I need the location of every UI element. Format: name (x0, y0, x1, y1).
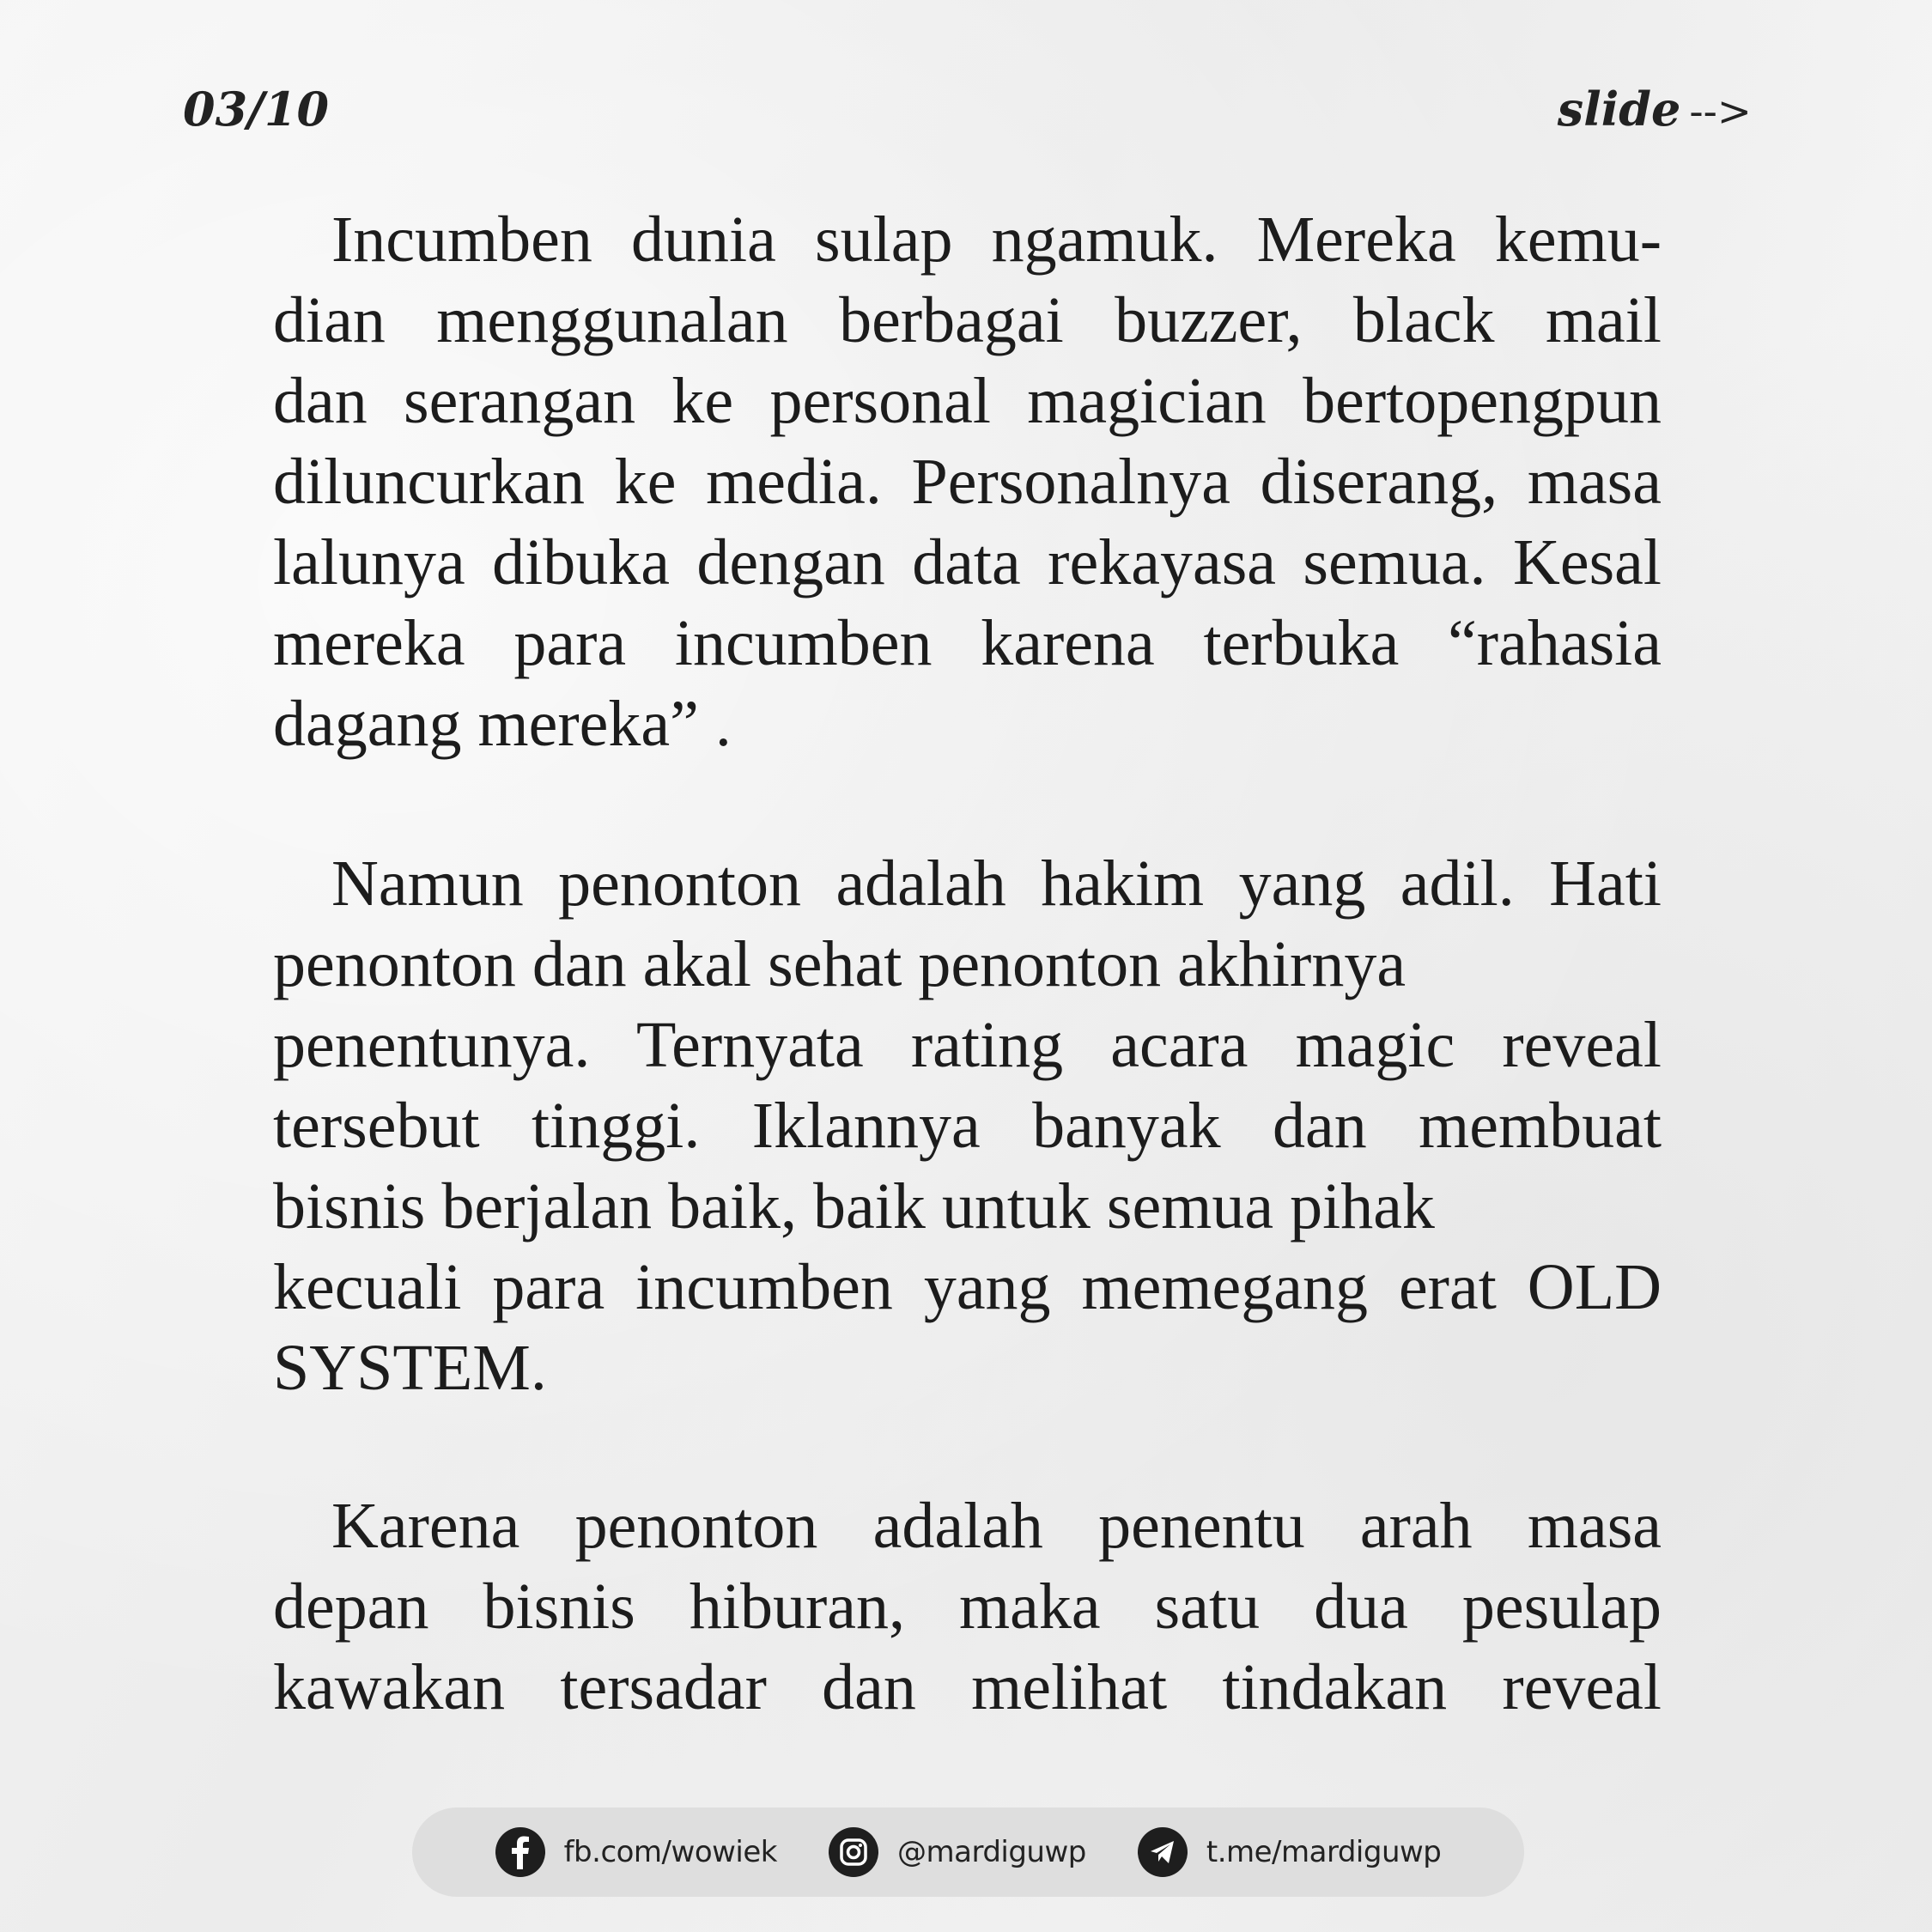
text-line: kecuali para incumben yang memegang erat OLD (273, 1251, 1662, 1323)
text-line: SYSTEM. (273, 1332, 547, 1404)
social-links-bar (412, 1807, 1524, 1897)
instagram-icon (829, 1827, 878, 1877)
text-line: penentunya. Ternyata rating acara magic reveal (273, 1009, 1662, 1081)
telegram-link[interactable] (1138, 1827, 1442, 1877)
facebook-label: fb.com/wowiek (563, 1835, 777, 1869)
text-line: dan serangan ke personal magician bertopengpun (273, 365, 1662, 437)
text-line: lalunya dibuka dengan data rekayasa semua. Kesal (273, 526, 1662, 598)
text-line: tersebut tinggi. Iklannya banyak dan membuat (273, 1090, 1662, 1162)
paragraph-3 (273, 1485, 1662, 1728)
text-line: Namun penonton adalah hakim yang adil. Hati (331, 848, 1662, 920)
page-number: 03/10 (183, 82, 330, 137)
text-line: diluncurkan ke media. Personalnya diserang, masa (273, 446, 1662, 518)
text-line: depan bisnis hiburan, maka satu dua pesulap (273, 1571, 1662, 1643)
text-line: Incumben dunia sulap ngamuk. Mereka kemu- (331, 204, 1662, 276)
facebook-icon (495, 1827, 545, 1877)
telegram-icon (1138, 1827, 1188, 1877)
text-line: kawakan tersadar dan melihat tindakan reveal (273, 1651, 1662, 1723)
slide-hint-label: slide (1557, 82, 1681, 137)
instagram-label: @mardiguwp (896, 1835, 1086, 1869)
text-line: Karena penonton adalah penentu arah masa (331, 1490, 1662, 1562)
text-line: mereka para incumben karena terbuka “rahasia (273, 607, 1662, 679)
text-line: bisnis berjalan baik, baik untuk semua pihak (273, 1170, 1435, 1242)
text-line: dagang mereka” . (273, 688, 732, 760)
paragraph-2 (273, 843, 1662, 1408)
telegram-label: t.me/mardiguwp (1206, 1835, 1442, 1869)
arrow-icon: --> (1689, 88, 1752, 136)
slide-hint (1558, 82, 1752, 137)
facebook-link[interactable] (495, 1827, 777, 1877)
text-line: dian menggunalan berbagai buzzer, black mail (273, 284, 1662, 356)
text-line: penonton dan akal sehat penonton akhirnya (273, 928, 1406, 1000)
paragraph-1 (273, 199, 1662, 764)
instagram-link[interactable] (829, 1827, 1086, 1877)
